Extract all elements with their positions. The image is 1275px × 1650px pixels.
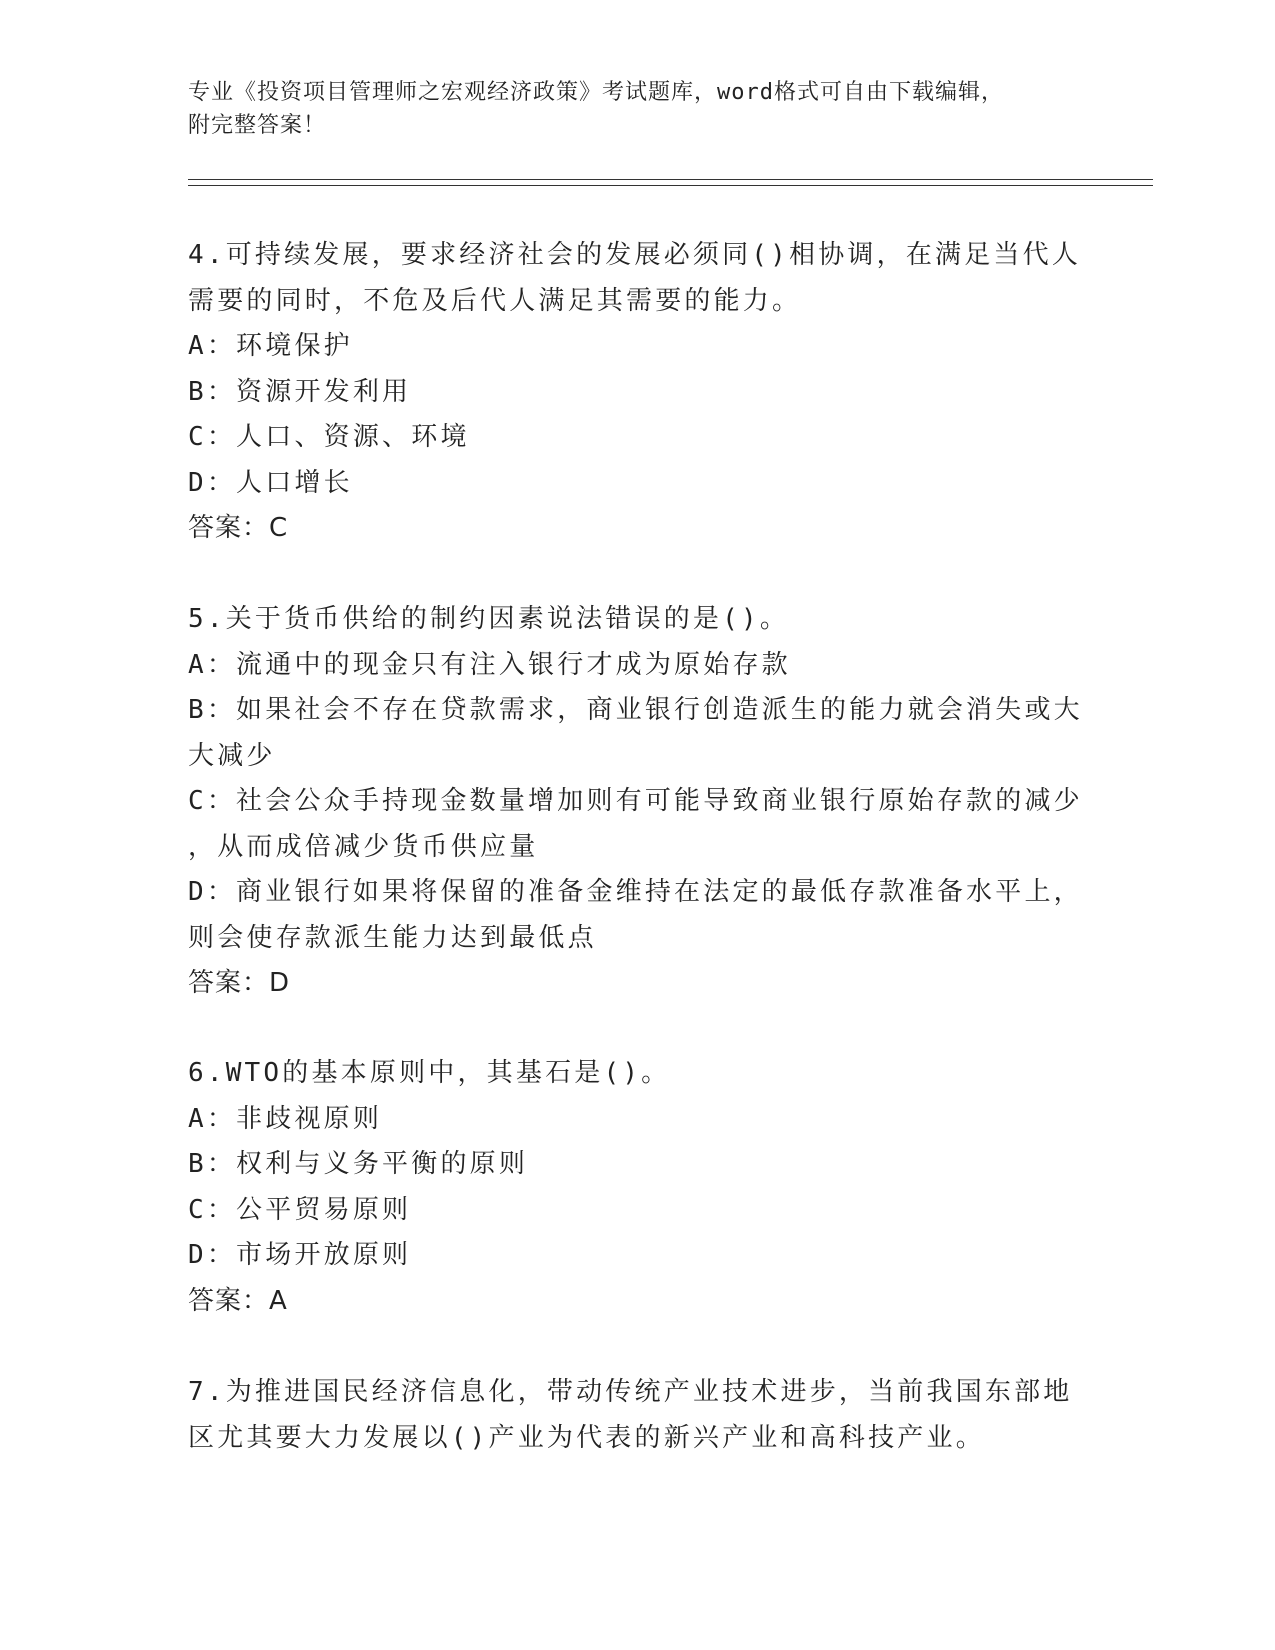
option-c: C：公平贸易原则 (188, 1194, 412, 1225)
option-c: C：人口、资源、环境 (188, 422, 470, 452)
option-a: A：环境保护 (188, 331, 353, 361)
question-5 (188, 597, 1088, 1007)
question-stem: 7.为推进国民经济信息化，带动传统产业技术进步，当前我国东部地 (188, 1377, 1073, 1407)
question-6 (188, 1051, 1088, 1324)
question-4 (188, 233, 1088, 552)
header-divider (188, 185, 1153, 186)
option-a: A：流通中的现金只有注入银行才成为原始存款 (188, 649, 791, 680)
question-stem: 4.可持续发展，要求经济社会的发展必须同()相协调，在满足当代人 (188, 240, 1082, 270)
option-a: A：非歧视原则 (188, 1103, 383, 1134)
answer: 答案：D (188, 968, 291, 998)
option-d: D：商业银行如果将保留的准备金维持在法定的最低存款准备水平上， (188, 877, 1083, 907)
question-stem: 6.WTO的基本原则中，其基石是()。 (188, 1058, 671, 1088)
option-b: B：资源开发利用 (188, 376, 412, 407)
option-c-continued: ，从而成倍减少货币供应量 (188, 831, 539, 862)
question-stem: 5.关于货币供给的制约因素说法错误的是()。 (188, 604, 790, 634)
question-7 (188, 1370, 1088, 1461)
answer: 答案：A (188, 1285, 288, 1316)
option-b: B：权利与义务平衡的原则 (188, 1149, 529, 1179)
option-b: B：如果社会不存在贷款需求，商业银行创造派生的能力就会消失或大 (188, 695, 1083, 725)
header-divider (188, 179, 1153, 180)
option-c: C：社会公众手持现金数量增加则有可能导致商业银行原始存款的减少 (188, 786, 1083, 816)
option-b-continued: 大减少 (188, 740, 276, 771)
option-d: D：市场开放原则 (188, 1240, 412, 1270)
document-header (188, 76, 1088, 142)
option-d: D：人口增长 (188, 467, 353, 498)
header-line: 专业《投资项目管理师之宏观经济政策》考试题库，word格式可自由下载编辑， (188, 80, 1004, 105)
answer: 答案：C (188, 513, 289, 543)
question-stem: 需要的同时，不危及后代人满足其需要的能力。 (188, 285, 802, 316)
option-d-continued: 则会使存款派生能力达到最低点 (188, 922, 597, 953)
header-line: 附完整答案！ (188, 113, 327, 138)
question-stem: 区尤其要大力发展以()产业为代表的新兴产业和高科技产业。 (188, 1422, 985, 1453)
